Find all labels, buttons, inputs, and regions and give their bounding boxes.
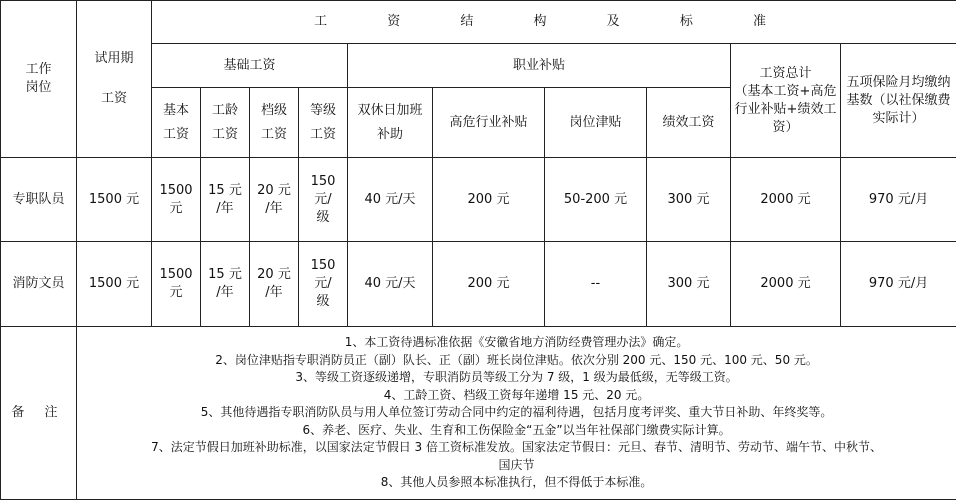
row-base-pay: 1500 元	[159, 182, 193, 216]
cell-base-pay	[152, 158, 201, 242]
table-title	[152, 1, 956, 44]
cell-hazard	[433, 242, 545, 326]
group-job-allowance-label: 职业补贴	[512, 57, 565, 73]
header-probation	[77, 1, 152, 158]
cell-probation	[77, 158, 152, 242]
note-line: 2、岗位津贴指专职消防员正（副）队长、正（副）班长岗位津贴。依次分别 200 元、150 元、100 元、50 元。	[215, 352, 818, 367]
note-line: 6、养老、医疗、失业、生育和工伤保险金“五金”以当年社保部门缴费实际计算。	[302, 422, 731, 437]
header-post	[545, 88, 647, 158]
row-grade-pay: 20 元 /年	[257, 267, 291, 301]
row-probation: 1500 元	[88, 276, 140, 292]
row-position: 消防文员	[12, 276, 65, 292]
header-overtime	[348, 88, 433, 158]
cell-rank-pay	[299, 242, 348, 326]
note-line: 8、其他人员参照本标准执行，但不得低于本标准。	[380, 475, 653, 490]
cell-performance	[647, 242, 731, 326]
row-performance: 300 元	[667, 276, 710, 292]
row-rank-pay: 150 元/ 级	[310, 258, 336, 310]
cell-hazard	[433, 158, 545, 242]
remarks-label-cell	[1, 326, 77, 499]
note-line: 1、本工资待遇标准依据《安徽省地方消防经费管理办法》确定。	[344, 335, 689, 350]
row-performance: 300 元	[667, 191, 710, 207]
table-row	[1, 158, 956, 242]
row-post: 50-200 元	[563, 191, 628, 207]
header-total-salary	[731, 44, 841, 158]
header-row-title	[1, 1, 956, 44]
cell-overtime	[348, 242, 433, 326]
row-grade-pay: 20 元 /年	[257, 182, 291, 216]
group-basic-salary-label: 基础工资	[223, 57, 276, 73]
header-performance	[647, 88, 731, 158]
header-rank-pay-label: 等级 工资	[309, 102, 336, 142]
header-probation-label: 试用期 工资	[94, 51, 134, 107]
header-post-label: 岗位津贴	[569, 114, 622, 130]
row-total: 2000 元	[760, 191, 811, 207]
header-base-pay-label: 基本 工资	[162, 102, 189, 142]
row-overtime: 40 元/天	[364, 191, 416, 207]
row-hazard: 200 元	[467, 276, 510, 292]
row-insurance: 970 元/月	[868, 276, 929, 292]
header-seniority-pay-label: 工龄 工资	[211, 102, 238, 142]
row-seniority-pay: 15 元 /年	[208, 267, 242, 301]
row-overtime: 40 元/天	[364, 276, 416, 292]
table-title-text: 工 资 结 构 及 标 准	[314, 14, 794, 30]
cell-post	[545, 158, 647, 242]
cell-insurance	[841, 242, 956, 326]
header-hazard	[433, 88, 545, 158]
row-hazard: 200 元	[467, 191, 510, 207]
cell-base-pay	[152, 242, 201, 326]
header-position-label: 工作 岗位	[25, 62, 52, 96]
row-post: --	[590, 276, 601, 292]
row-total: 2000 元	[760, 276, 811, 292]
group-basic-salary	[152, 44, 348, 88]
remarks-notes	[77, 326, 956, 499]
header-performance-label: 绩效工资	[662, 114, 715, 130]
header-overtime-label: 双休日加班 补助	[357, 102, 423, 142]
cell-seniority-pay	[201, 242, 250, 326]
note-line: 5、其他待遇指专职消防队员与用人单位签订劳动合同中约定的福利待遇，包括月度考评奖、重大节日补助、年终奖等。	[200, 405, 833, 420]
header-total-salary-label: 工资总计 （基本工资+高危行业补贴+绩效工资）	[734, 65, 837, 135]
row-position: 专职队员	[12, 191, 65, 207]
cell-overtime	[348, 158, 433, 242]
cell-post	[545, 242, 647, 326]
header-hazard-label: 高危行业补贴	[449, 114, 528, 130]
header-rank-pay	[299, 88, 348, 158]
cell-total	[731, 158, 841, 242]
cell-position	[1, 158, 77, 242]
header-insurance-base-label: 五项保险月均缴纳基数（以社保缴费实际计）	[846, 74, 951, 126]
row-base-pay: 1500 元	[159, 267, 193, 301]
header-grade-pay-label: 档级 工资	[260, 102, 287, 142]
row-insurance: 970 元/月	[868, 191, 929, 207]
note-line: 国庆节	[498, 457, 535, 472]
row-seniority-pay: 15 元 /年	[208, 182, 242, 216]
cell-total	[731, 242, 841, 326]
note-line: 3、等级工资逐级递增，专职消防员等级工分为 7 级，1 级为最低级，无等级工资。	[295, 370, 738, 385]
group-job-allowance	[348, 44, 731, 88]
table-row	[1, 242, 956, 326]
cell-seniority-pay	[201, 158, 250, 242]
cell-insurance	[841, 158, 956, 242]
cell-position	[1, 242, 77, 326]
row-probation: 1500 元	[88, 191, 140, 207]
header-base-pay	[152, 88, 201, 158]
header-seniority-pay	[201, 88, 250, 158]
cell-performance	[647, 158, 731, 242]
header-position	[1, 1, 77, 158]
header-insurance-base	[841, 44, 956, 158]
remarks-label: 备 注	[11, 404, 66, 420]
row-rank-pay: 150 元/ 级	[310, 173, 336, 225]
cell-grade-pay	[250, 242, 299, 326]
remarks-row	[1, 326, 956, 499]
note-line: 7、法定节假日加班补助标准，以国家法定节假日 3 倍工资标准发放。国家法定节假日：元旦、春节、清明节、劳动节、端午节、中秋节、	[151, 440, 882, 455]
note-line: 4、工龄工资、档级工资每年递增 15 元、20 元。	[383, 387, 650, 402]
cell-rank-pay	[299, 158, 348, 242]
header-grade-pay	[250, 88, 299, 158]
cell-probation	[77, 242, 152, 326]
cell-grade-pay	[250, 158, 299, 242]
